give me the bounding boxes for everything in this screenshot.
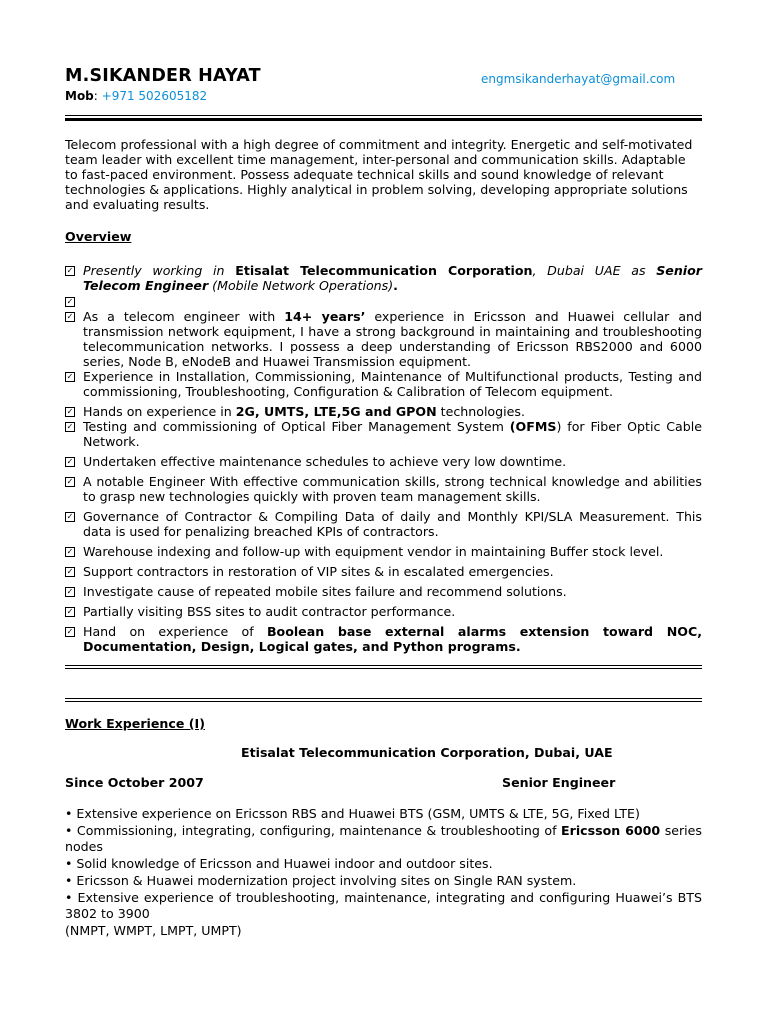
job-title: Senior Engineer <box>502 775 616 790</box>
list-item: ✓ Hands on experience in 2G, UMTS, LTE,5G and GPON technologies. <box>66 404 525 419</box>
list-item: ✓ A notable Engineer With effective communication skills, strong technical knowledge and abilities to grasp new technologies quickly with proven team management skills. <box>66 474 702 504</box>
list-item: ✓ As a telecom engineer with 14+ years’ experience in Ericsson and Huawei cellular and transmission network equipment, I have a strong background in maintaining and troubleshooting telecommunication networks. I possess a deep understanding of Ericsson RBS2000 and 6000 series, Node B, eNodeB and Huawei Transmission equipment. <box>66 309 703 369</box>
section-divider-thin <box>65 698 702 699</box>
header-divider-thin <box>65 115 702 116</box>
list-item: (NMPT, WMPT, LMPT, UMPT) <box>65 923 242 938</box>
list-item: ✓ Partially visiting BSS sites to audit contractor performance. <box>66 604 456 619</box>
mobile-number: Mob: +971 502605182 <box>65 89 208 103</box>
list-item: ✓ Hand on experience of Boolean base external alarms extension toward NOC, Documentation, Design, Logical gates, and Python programs. <box>66 624 702 654</box>
checkbox-icon: ✓ <box>66 422 74 431</box>
list-item: • Solid knowledge of Ericsson and Huawei indoor and outdoor sites. <box>65 856 493 871</box>
checkbox-icon: ✓ <box>66 607 74 616</box>
checkbox-icon: ✓ <box>66 627 74 636</box>
list-item: • Extensive experience on Ericsson RBS and Huawei BTS (GSM, UMTS & LTE, 5G, Fixed LTE) <box>65 806 640 821</box>
overview-list <box>65 263 702 654</box>
list-item: • Commissioning, integrating, configuring, maintenance & troubleshooting of Ericsson 6000 series nodes <box>65 823 702 854</box>
checkbox-icon: ✓ <box>66 587 74 596</box>
mobile-label: Mob <box>65 89 94 103</box>
list-item: ✓ Support contractors in restoration of VIP sites & in escalated emergencies. <box>66 564 554 579</box>
list-item: ✓ Testing and commissioning of Optical Fiber Management System (OFMS) for Fiber Optic Cable Network. <box>66 419 703 449</box>
checkbox-icon: ✓ <box>66 547 74 556</box>
checkbox-icon: ✓ <box>66 372 74 381</box>
section-divider-thin <box>65 701 702 702</box>
candidate-name: M.SIKANDER HAYAT <box>65 66 261 86</box>
list-item: ✓ Undertaken effective maintenance schedules to achieve very low downtime. <box>66 454 567 469</box>
email-link[interactable]: engmsikanderhayat@gmail.com <box>481 72 676 86</box>
mobile-value[interactable]: +971 502605182 <box>101 89 208 103</box>
checkbox-icon: ✓ <box>66 266 74 275</box>
checkbox-icon: ✓ <box>66 477 74 486</box>
section-divider-thin <box>65 668 702 669</box>
checkbox-icon: ✓ <box>66 512 74 521</box>
overview-heading: Overview <box>65 229 132 244</box>
checkbox-icon: ✓ <box>66 312 74 321</box>
list-item: • Ericsson & Huawei modernization project involving sites on Single RAN system. <box>65 873 577 888</box>
checkbox-icon: ✓ <box>66 297 74 306</box>
list-item: ✓ Governance of Contractor & Compiling Data of daily and Monthly KPI/SLA Measurement. This data is used for penalizing breached KPIs of contractors. <box>66 509 702 539</box>
company-name: Etisalat Telecommunication Corporation, Dubai, UAE <box>241 745 613 760</box>
work-duties-list <box>65 806 702 940</box>
work-experience-heading: Work Experience (I) <box>65 716 205 731</box>
section-divider-thin <box>65 665 702 666</box>
list-item: ✓ Warehouse indexing and follow-up with equipment vendor in maintaining Buffer stock level. <box>66 544 664 559</box>
checkbox-icon: ✓ <box>66 407 74 416</box>
list-item: • Extensive experience of troubleshooting, maintenance, integrating and configuring Huawei’s BTS 3802 to 3900 <box>65 890 702 921</box>
profile-summary: Telecom professional with a high degree of commitment and integrity. Energetic and self-motivated team leader with excellent time management, inter-personal and communication skills. Adaptable to fast-paced environment. Possess adequate technical skills and sound knowledge of relevant technologies & applications. Highly analytical in problem solving, developing appropriate solutions and evaluating results. <box>65 137 693 212</box>
header-divider-thick <box>65 118 702 121</box>
checkbox-icon: ✓ <box>66 567 74 576</box>
checkbox-icon: ✓ <box>66 457 74 466</box>
list-item: ✓ Presently working in Etisalat Telecommunication Corporation, Dubai UAE as Senior Telecom Engineer (Mobile Network Operations). <box>66 263 702 293</box>
list-item <box>65 294 702 309</box>
list-item: ✓ Experience in Installation, Commissioning, Maintenance of Multifunctional products, Testing and commissioning, Troubleshooting, Configuration & Calibration of Telecom equipment. <box>66 369 702 399</box>
employment-start: Since October 2007 <box>65 775 204 790</box>
list-item: ✓ Investigate cause of repeated mobile sites failure and recommend solutions. <box>66 584 567 599</box>
